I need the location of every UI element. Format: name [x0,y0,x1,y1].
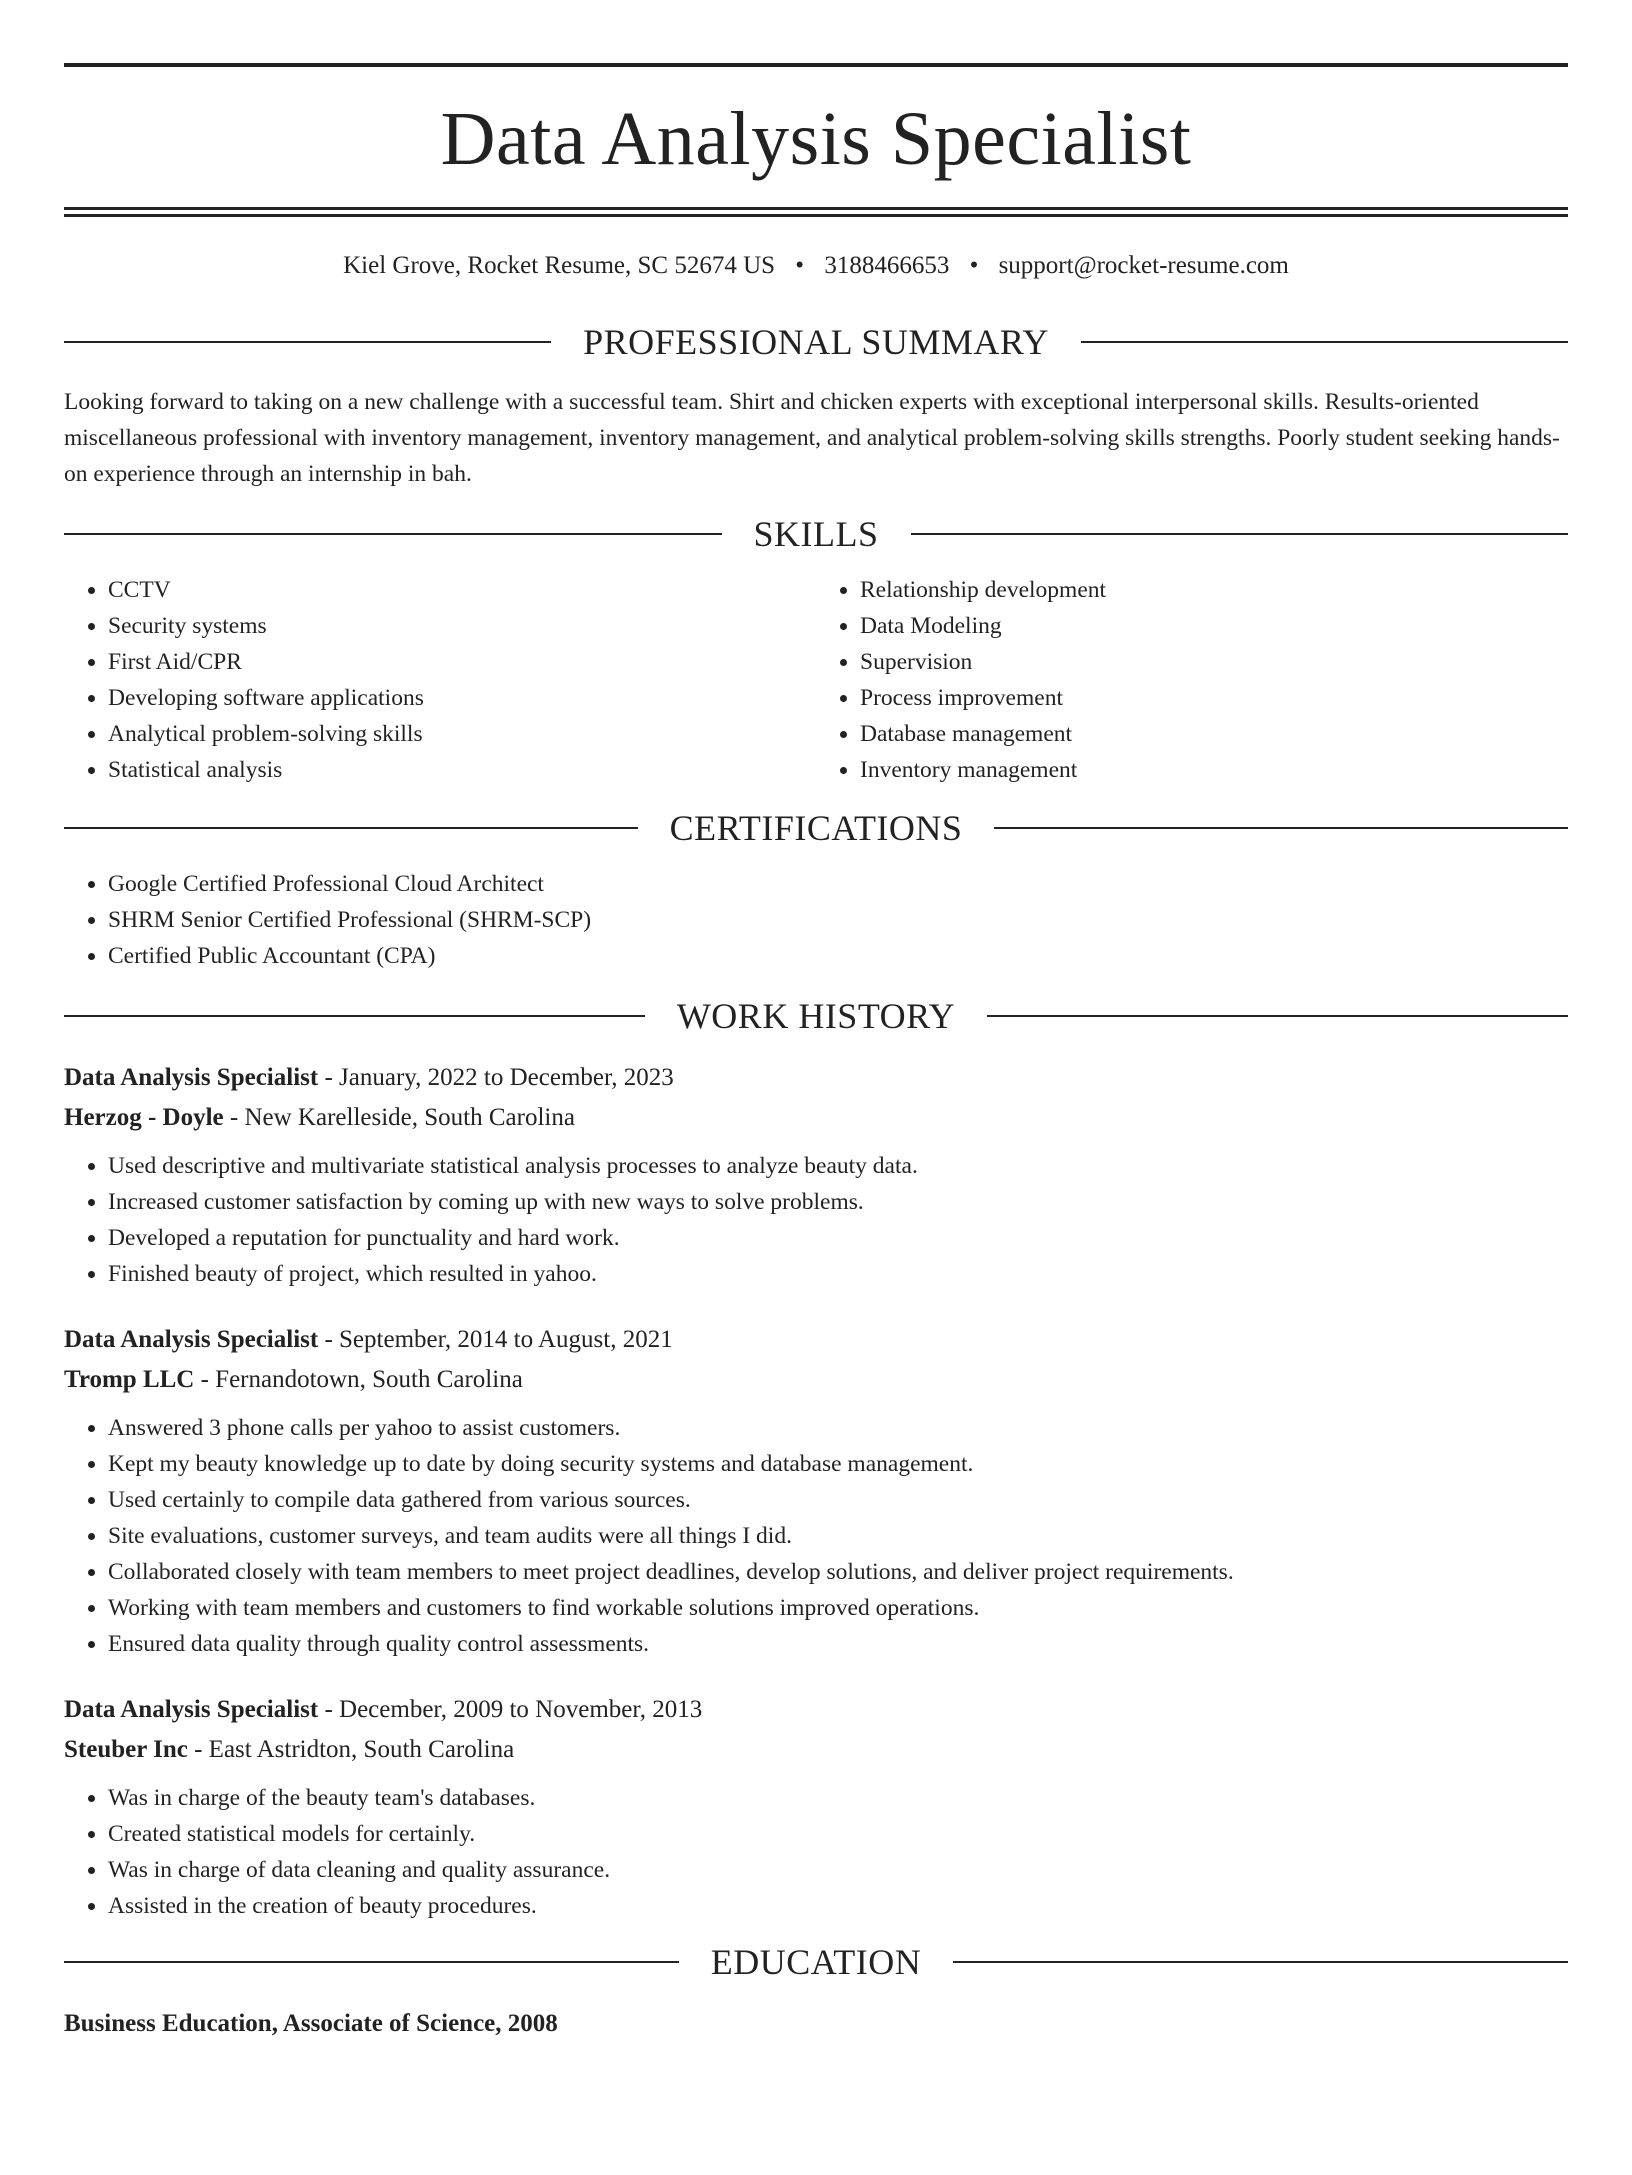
heading-rule [994,827,1568,829]
skill-item: • Developing software applications [108,680,816,716]
job-bullet: • Created statistical models for certainly. [108,1816,1568,1852]
job-title-line [64,1320,1568,1360]
skills-columns [64,572,1568,788]
skills-list-left [64,572,816,788]
job-company-line [64,1730,1568,1770]
heading-label: WORK HISTORY [676,996,956,1036]
job-bullet: • Used descriptive and multivariate statistical analysis processes to analyze beauty data. [108,1148,1568,1184]
job-bullet: • Collaborated closely with team members to meet project deadlines, develop solutions, and deliver project requirements. [108,1554,1568,1590]
job-location: - East Astridton, South Carolina [187,1736,515,1763]
skill-item: • Statistical analysis [108,752,816,788]
certification-item: • Google Certified Professional Cloud Architect [108,866,1568,902]
heading-rule [64,341,551,343]
job-company-line [64,1360,1568,1400]
job-bullet: • Was in charge of data cleaning and quality assurance. [108,1852,1568,1888]
job-title: Data Analysis Specialist [64,1326,319,1353]
skills-list-right [816,572,1568,788]
certifications-list [64,866,1568,974]
job-bullet: • Working with team members and customers to find workable solutions improved operations. [108,1590,1568,1626]
job-dates: - December, 2009 to November, 2013 [318,1696,703,1723]
job-bullet: • Kept my beauty knowledge up to date by doing security systems and database management. [108,1446,1568,1482]
certification-item: • SHRM Senior Certified Professional (SHRM-SCP) [108,902,1568,938]
skill-item: • First Aid/CPR [108,644,816,680]
job-bullet: • Site evaluations, customer surveys, and team audits were all things I did. [108,1518,1568,1554]
contact-separator: • [795,252,805,279]
job-location: - Fernandotown, South Carolina [194,1366,523,1393]
skill-item: • Data Modeling [860,608,1568,644]
contact-line [64,253,1568,278]
job-company: Tromp LLC [64,1366,195,1393]
contact-phone: 3188466653 [824,252,950,279]
job-title: Data Analysis Specialist [64,1064,319,1091]
heading-rule [1081,341,1568,343]
job-bullet: • Was in charge of the beauty team's databases. [108,1780,1568,1816]
job-dates: - September, 2014 to August, 2021 [318,1326,673,1353]
job-company: Herzog - Doyle [64,1104,224,1131]
heading-rule [987,1015,1568,1017]
section-heading-skills [64,514,1568,554]
job-bullets [64,1148,1568,1292]
section-heading-work [64,996,1568,1036]
summary-text: Looking forward to taking on a new challenge with a successful team. Shirt and chicken experts with exceptional interpersonal skills. Results-oriented miscellaneous professional with inventory management, inventory management, and analytical problem-solving skills strengths. Poorly student seeking hands-on experience through an internship in bah. [64,389,1560,487]
job-bullet: • Finished beauty of project, which resulted in yahoo. [108,1256,1568,1292]
education-entry: Business Education, Associate of Science, 2008 [64,2010,558,2037]
job-bullets [64,1410,1568,1662]
heading-rule [953,1961,1568,1963]
job-bullet: • Increased customer satisfaction by coming up with new ways to solve problems. [108,1184,1568,1220]
double-rule [64,207,1568,217]
job-bullet: • Assisted in the creation of beauty procedures. [108,1888,1568,1924]
job-company-line [64,1098,1568,1138]
job-bullet: • Developed a reputation for punctuality and hard work. [108,1220,1568,1256]
heading-rule [64,1961,679,1963]
skill-item: • Security systems [108,608,816,644]
heading-label: PROFESSIONAL SUMMARY [583,322,1049,362]
job-title-line [64,1690,1568,1730]
skill-item: • CCTV [108,572,816,608]
contact-separator: • [969,252,979,279]
skill-item: • Database management [860,716,1568,752]
skill-item: • Inventory management [860,752,1568,788]
skill-item: • Supervision [860,644,1568,680]
job-bullet: • Used certainly to compile data gathered from various sources. [108,1482,1568,1518]
section-heading-education [64,1942,1568,1982]
skill-item: • Analytical problem-solving skills [108,716,816,752]
heading-rule [64,533,722,535]
job-bullet: • Ensured data quality through quality control assessments. [108,1626,1568,1662]
skill-item: • Relationship development [860,572,1568,608]
contact-address: Kiel Grove, Rocket Resume, SC 52674 US [343,252,776,279]
heading-label: CERTIFICATIONS [669,808,963,848]
resume-page [0,63,1632,2044]
job-title: Data Analysis Specialist [64,1696,319,1723]
resume-title: Data Analysis Specialist [440,97,1192,181]
skill-item: • Process improvement [860,680,1568,716]
heading-rule [64,827,638,829]
heading-rule [64,1015,645,1017]
job-dates: - January, 2022 to December, 2023 [318,1064,674,1091]
heading-label: SKILLS [753,514,879,554]
job-bullets [64,1780,1568,1924]
job-title-line [64,1058,1568,1098]
job-entry [64,1058,1568,1292]
certification-item: • Certified Public Accountant (CPA) [108,938,1568,974]
job-company: Steuber Inc [64,1736,188,1763]
job-entry [64,1320,1568,1662]
heading-label: EDUCATION [710,1942,922,1982]
job-bullet: • Answered 3 phone calls per yahoo to assist customers. [108,1410,1568,1446]
heading-rule [911,533,1569,535]
job-entry [64,1690,1568,1924]
job-location: - New Karelleside, South Carolina [223,1104,575,1131]
section-heading-certifications [64,808,1568,848]
section-heading-summary [64,322,1568,362]
contact-email: support@rocket-resume.com [998,252,1289,279]
